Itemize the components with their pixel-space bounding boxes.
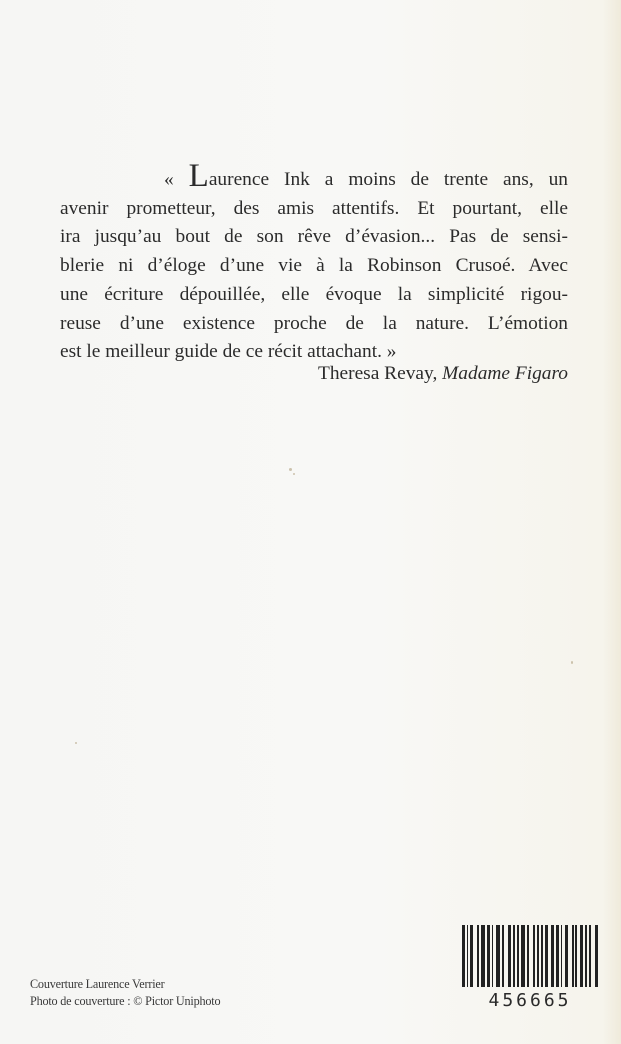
quote-line-2: avenir prometteur, des amis attentifs. Et pourtant, elle bbox=[60, 197, 568, 219]
cover-design-credit: Couverture Laurence Verrier bbox=[30, 977, 165, 991]
quote-line-4: blerie ni d’éloge d’une vie à la Robinson Crusoé. Avec bbox=[60, 255, 568, 277]
quote-line-6: reuse d’une existence proche de la nature. L’émotion bbox=[60, 312, 568, 334]
paper-speck bbox=[75, 742, 77, 744]
attribution-author: Theresa Revay, bbox=[317, 363, 443, 384]
cover-credits bbox=[30, 976, 220, 1009]
quote-attribution bbox=[318, 363, 568, 385]
paper-speck bbox=[293, 473, 295, 475]
attribution-publication: Madame Figaro bbox=[442, 363, 568, 384]
press-quote bbox=[60, 160, 568, 367]
quote-line-3: ira jusqu’au bout de son rêve d’évasion... Pas de sensi- bbox=[60, 226, 568, 248]
barcode-number: 456665 bbox=[488, 990, 572, 1011]
quote-line-7: est le meilleur guide de ce récit attachant. » bbox=[60, 341, 397, 363]
dropcap-letter: L bbox=[188, 158, 209, 194]
paper-speck bbox=[571, 661, 573, 664]
quote-line-1: « Laurence Ink a moins de trente ans, un bbox=[164, 158, 568, 194]
barcode-bar bbox=[595, 925, 598, 987]
barcode bbox=[462, 925, 598, 987]
quote-line-5: une écriture dépouillée, elle évoque la simplicité rigou- bbox=[60, 283, 568, 305]
open-quote-mark: « bbox=[164, 169, 189, 190]
cover-photo-credit: Photo de couverture : © Pictor Uniphoto bbox=[30, 993, 221, 1008]
paper-speck bbox=[289, 468, 292, 471]
